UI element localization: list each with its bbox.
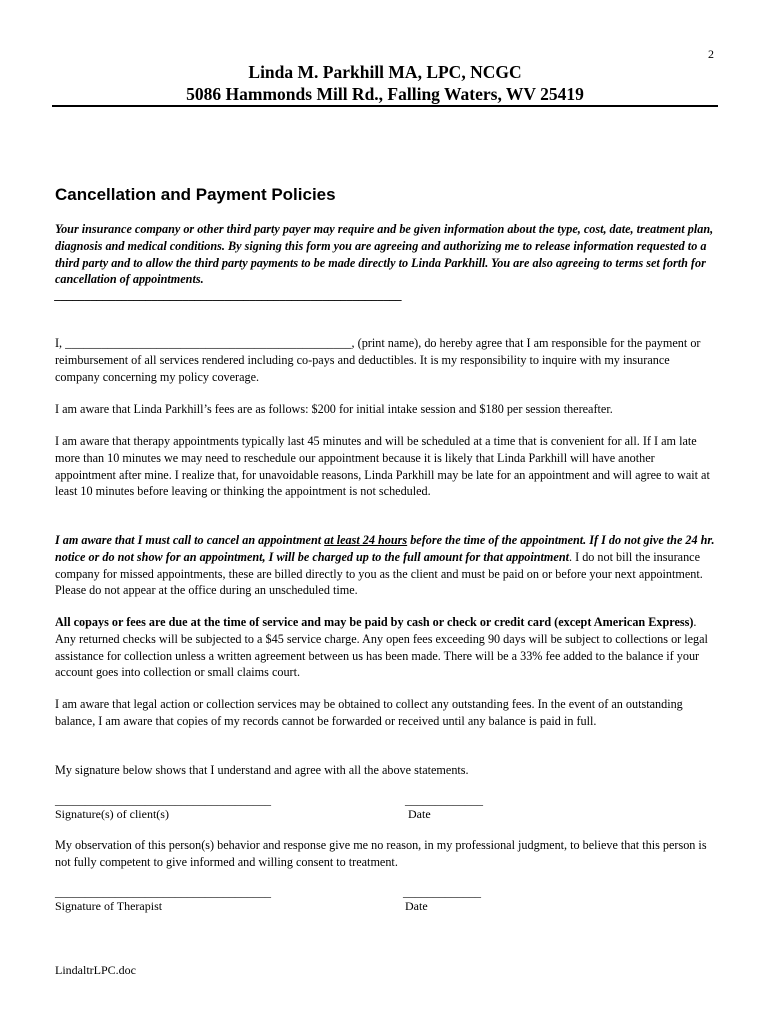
therapist-signature-block [55,885,271,913]
page-number: 2 [708,47,714,61]
therapist-date-block [403,885,481,913]
practice-address: 5086 Hammonds Mill Rd., Falling Waters, WV 25419 [186,84,584,104]
therapist-signature-label: Signature of Therapist [55,899,163,913]
copays-paragraph [55,614,715,681]
insurance-notice [55,221,715,302]
client-signature-label: Signature(s) of client(s) [55,807,169,821]
fees-paragraph: I am aware that Linda Parkhill’s fees are as follows: $200 for initial intake session and $180 per session thereafter. [55,402,613,416]
therapist-date-line: _____________ [403,885,481,899]
client-date-block [405,793,483,821]
insurance-notice-text: Your insurance company or other third party payer may require and be given information about the type, cost, date, treatment plan, diagnosis and medical conditions. By signing this form you are agreeing and authorizing me to release information requested to a third party and to allow the third party payments to be made directly to Linda Parkhill. You are also agreeing to terms set forth for cancellation of appointments. [55,222,714,287]
appointments-paragraph: I am aware that therapy appointments typically last 45 minutes and will be scheduled at a time that is convenient for all. If I am late more than 10 minutes we may need to reschedule our appointment because it is likely that Linda Parkhill will have another appointment after mine. I realize that, for unavoidable reasons, Linda Parkhill may be late for an appointment and will agree to wait at least 10 minutes before leaving or thinking the appointment is not scheduled. [55,434,710,499]
document-title: Cancellation and Payment Policies [55,185,336,204]
observation-paragraph: My observation of this person(s) behavior and response give me no reason, in my professional judgment, to believe that this person is not fully competent to give informed and willing consent to treatment. [55,838,707,869]
letterhead [52,61,718,105]
footer-filename: LindaltrLPC.doc [55,963,136,977]
cancellation-bold-1: I am aware that I must call to cancel an appointment [55,533,325,547]
cancellation-underlined: at least 24 hours [324,533,408,547]
cancellation-rest: . I do not bill the insurance company for missed appointments, these are billed directly to you as the client and must be paid on or before your next appointment. Please do not appear at the office during an unscheduled time. [55,549,703,598]
practitioner-name: Linda M. Parkhill MA, LPC, NCGC [248,62,522,82]
legal-paragraph: I am aware that legal action or collection services may be obtained to collect any outstanding fees. In the event of an outstanding balance, I am aware that copies of my records cannot be forwarded or received until any balance is paid in full. [55,697,683,728]
insurance-notice-rule: _________________________________________________________ [55,288,403,303]
client-signature-block [55,793,271,821]
client-date-label: Date [408,807,431,821]
header-divider [52,105,718,107]
client-signature-line: ____________________________________ [55,793,271,807]
copays-bold: All copays or fees are due at the time of service and may be paid by cash or check or credit card (except American Express) [55,615,694,629]
signature-intro: My signature below shows that I understand and agree with all the above statements. [55,763,469,777]
client-date-line: _____________ [405,793,483,807]
cancellation-bold-2: before the time of the appointment. If I do not give the 24 hr. notice or do not show for an appointment, I will be charged up to the full amount for that appointment [55,533,715,564]
responsibility-paragraph: I, _______________________________________________, (print name), do hereby agree that I am responsible for the payment or reimbursement of all services rendered including co-pays and deductibles. It is my responsibility to inquire with my insurance company concerning my policy coverage. [55,336,701,384]
cancellation-paragraph [55,532,715,599]
therapist-date-label: Date [405,899,428,913]
therapist-signature-line: ____________________________________ [55,885,271,899]
copays-rest: . Any returned checks will be subjected to a $45 service charge. Any open fees exceeding 90 days will be subject to collections or legal assistance for collection unless a written agreement between us has been made. There will be a 33% fee added to the balance if your account goes into collection or small claims court. [55,615,708,680]
